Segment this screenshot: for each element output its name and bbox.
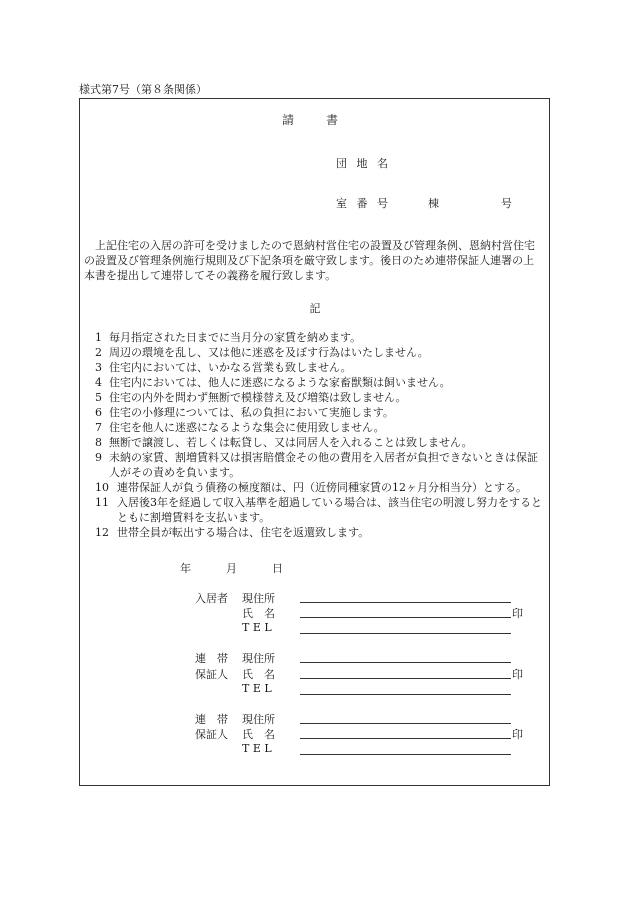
resident-tel-label: T E L	[242, 621, 272, 634]
clause-item	[95, 450, 547, 480]
clause-text: 未納の家賃、割増賃料又は損害賠償金その他の費用を入居者が負担できないときは保証人がその責めを負います。	[109, 451, 538, 479]
guarantor-1-tel-field[interactable]	[300, 683, 511, 695]
guarantor-2-name-field[interactable]	[300, 727, 511, 739]
number-label: 号	[501, 197, 515, 210]
guarantor-1-name-label: 氏 名	[242, 668, 275, 681]
guarantor-1-address-label: 現住所	[242, 652, 275, 665]
guarantor-2-name-label: 氏 名	[242, 728, 275, 741]
guarantor-1-tel-label: T E L	[242, 682, 272, 695]
resident-address-label: 現住所	[242, 592, 275, 605]
guarantor-2-label-joint: 連 帯	[195, 713, 228, 726]
clause-number: 5	[95, 391, 102, 404]
clause-number: 10	[95, 481, 109, 494]
clause-item	[95, 435, 547, 450]
clause-number: 12	[95, 526, 109, 539]
resident-tel-field[interactable]	[300, 622, 511, 634]
clause-number: 7	[95, 421, 102, 434]
resident-name-field[interactable]	[300, 606, 511, 618]
resident-seal-mark: 印	[512, 607, 523, 620]
month-label: 月	[226, 562, 237, 575]
guarantor-1-address-field[interactable]	[300, 651, 511, 663]
clause-item	[95, 360, 547, 375]
date-line	[180, 560, 283, 576]
clause-item	[95, 480, 547, 495]
clause-number: 4	[95, 376, 102, 389]
clause-number: 3	[95, 361, 102, 374]
clause-number: 11	[95, 496, 109, 509]
resident-label: 入居者	[195, 592, 228, 605]
guarantor-2-address-field[interactable]	[300, 712, 511, 724]
resident-name-label: 氏 名	[242, 607, 275, 620]
room-number-label: 室 番 号	[336, 197, 391, 210]
clause-text: 毎月指定された日までに当月分の家賃を納めます。	[109, 331, 362, 344]
guarantor-2-tel-field[interactable]	[300, 743, 511, 755]
guarantor-1-name-field[interactable]	[300, 667, 511, 679]
clause-number: 1	[95, 331, 102, 344]
guarantor-2-seal-mark: 印	[512, 728, 523, 741]
guarantor-1-label-joint: 連 帯	[195, 652, 228, 665]
clause-item	[95, 420, 547, 435]
clause-text: 住宅の内外を問わず無断で模様替え及び増築は致しません。	[109, 391, 407, 404]
complex-name-label: 団 地 名	[336, 157, 391, 170]
clause-text: 無断で譲渡し、若しくは転貸し、又は同居人を入れることは致しません。	[109, 436, 473, 449]
clause-item	[95, 345, 547, 360]
clause-text: 住宅内においては、いかなる営業も致しません。	[109, 361, 352, 374]
clause-item	[95, 495, 547, 525]
guarantor-1-seal-mark: 印	[512, 668, 523, 681]
guarantor-2-tel-label: T E L	[242, 742, 272, 755]
clause-item	[95, 405, 547, 420]
guarantor-2-label-guarantor: 保証人	[195, 728, 228, 741]
clause-item	[95, 375, 547, 390]
clause-number: 2	[95, 346, 102, 359]
document-title: 請 書	[281, 113, 348, 127]
clause-number: 8	[95, 436, 102, 449]
intro-text: 上記住宅の入居の許可を受けましたので恩納村営住宅の設置及び管理条例、恩納村営住宅の設置及び管理条例施行規則及び下記条項を厳守致します。後日のため連帯保証人連署の上本書を提出して連帯してその義務を履行致します。	[84, 239, 535, 282]
clause-text: 住宅を他人に迷惑になるような集会に使用致しません。	[109, 421, 385, 434]
day-label: 日	[272, 562, 283, 575]
intro-paragraph	[84, 238, 544, 283]
clause-item	[95, 330, 547, 345]
guarantor-1-label-guarantor: 保証人	[195, 668, 228, 681]
clause-text: 住宅の小修理については、私の負担において実施します。	[109, 406, 394, 419]
resident-address-field[interactable]	[300, 591, 511, 603]
clause-text: 入居後3年を経過して収入基準を超過している場合は、該当住宅の明渡し努力をするとともに割増賃料を支払います。	[117, 496, 542, 524]
clause-list	[95, 330, 547, 540]
clause-item	[95, 525, 547, 540]
guarantor-2-address-label: 現住所	[242, 713, 275, 726]
form-code: 様式第7号（第８条関係）	[79, 83, 207, 96]
clause-text: 住宅内においては、他人に迷惑になるような家畜獣類は飼いません。	[109, 376, 451, 389]
clause-text: 世帯全員が転出する場合は、住宅を返還致します。	[117, 526, 370, 539]
building-label: 棟	[428, 197, 442, 210]
year-label: 年	[180, 562, 191, 575]
clause-text: 連帯保証人が負う債務の極度額は、円（近傍同種家賃の12ヶ月分相当分）とする。	[117, 481, 527, 494]
ki-heading: 記	[309, 302, 321, 315]
clause-number: 6	[95, 406, 102, 419]
clause-text: 周辺の環境を乱し、又は他に迷惑を及ぼす行為はいたしません。	[109, 346, 429, 359]
clause-number: 9	[95, 451, 102, 464]
clause-item	[95, 390, 547, 405]
